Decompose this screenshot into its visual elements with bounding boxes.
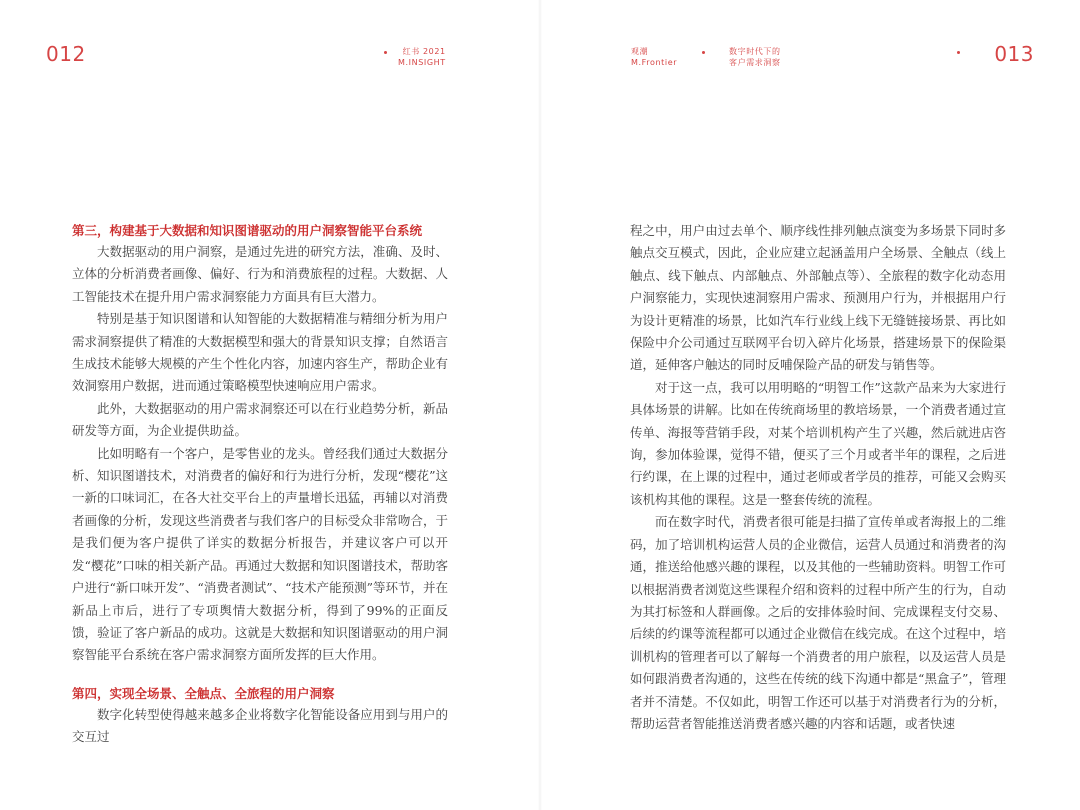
body-paragraph: 数字化转型使得越来越多企业将数字化智能设备应用到与用户的交互过 <box>72 706 448 745</box>
header-line-1: 观潮 <box>631 47 649 56</box>
header-line-1: 红书 2021 <box>402 47 446 56</box>
body-paragraph: 对于这一点，我可以用明略的“明智工作”这款产品来为大家进行具体场景的讲解。比如在传统商场里的教培场景，一个消费者通过宣传单、海报等营销手段，对某个培训机构产生了兴趣，然后就进店咨询，参加体验课，觉得不错，便买了三个月或者半年的课程，之后进行约课，在上课的过程中，通过老师或者学员的推荐，可能又会购买该机构其他的课程。这是一整套传统的流程。 <box>630 379 1006 507</box>
page-number: 012 <box>46 42 86 66</box>
right-text-column <box>630 220 1006 735</box>
body-paragraph-continued: 程之中，用户由过去单个、顺序线性排列触点演变为多场景下同时多触点交互模式，因此，企业应建立起涵盖用户全场景、全触点（线上触点、线下触点、内部触点、外部触点等）、全旅程的数字化动态用户洞察能力，实现快速洞察用户需求、预测用户行为，并根据用户行为设计更精准的场景，比如汽车行业线上线下无缝链接场景、再比如保险中介公司通过互联网平台切入碎片化场景，搭建场景下的保险渠道，延伸客户触达的同时反哺保险产品的研发与销售等。 <box>630 223 1006 373</box>
header-line-2: M.Frontier <box>631 58 678 67</box>
running-header <box>398 46 446 68</box>
header-line-1: 数字时代下的 <box>729 47 781 56</box>
header-dot <box>702 51 705 54</box>
body-paragraph: 大数据驱动的用户洞察，是通过先进的研究方法，准确、及时、立体的分析消费者画像、偏好、行为和消费旅程的过程。大数据、人工智能技术在提升用户需求洞察能力方面具有巨大潜力。 <box>72 244 448 304</box>
section-heading: 第四，实现全场景、全触点、全旅程的用户洞察 <box>72 685 335 701</box>
body-paragraph: 此外，大数据驱动的用户需求洞察还可以在行业趋势分析，新品研发等方面，为企业提供助益。 <box>72 400 448 439</box>
header-line-2: 客户需求洞察 <box>729 58 781 67</box>
section-heading: 第三，构建基于大数据和知识图谱驱动的用户洞察智能平台系统 <box>72 223 423 238</box>
page-number: 013 <box>994 42 1034 66</box>
body-paragraph: 特别是基于知识图谱和认知智能的大数据精准与精细分析为用户需求洞察提供了精准的大数据模型和强大的背景知识支撑；自然语言生成技术能够大规模的产生个性化内容，加速内容生产，帮助企业有效洞察用户数据，进而通过策略模型快速响应用户需求。 <box>72 311 448 394</box>
body-paragraph: 而在数字时代，消费者很可能是扫描了宣传单或者海报上的二维码，加了培训机构运营人员的企业微信，运营人员通过和消费者的沟通，推送给他感兴趣的课程，以及其他的一些辅助资料。明智工作可以根据消费者浏览这些课程介绍和资料的过程中所产生的行为，自动为其打标签和人群画像。之后的安排体验时间、完成课程支付交易、后续的约课等流程都可以通过企业微信在线完成。在这个过程中，培训机构的管理者可以了解每一个消费者的用户旅程，以及运营人员是如何跟消费者沟通的，这些在传统的线下沟通中都是“黑盒子”，管理者并不清楚。不仅如此，明智工作还可以基于对消费者行为的分析，帮助运营者智能推送消费者感兴趣的内容和话题，或者快速 <box>630 514 1006 731</box>
running-header-section <box>631 46 677 68</box>
running-header-chapter <box>729 46 781 68</box>
header-dot <box>957 51 960 54</box>
left-text-column <box>72 220 448 749</box>
header-line-2: M.INSIGHT <box>398 58 446 67</box>
body-paragraph: 比如明略有一个客户，是零售业的龙头。曾经我们通过大数据分析、知识图谱技术，对消费者的偏好和行为进行分析，发现“樱花”这一新的口味词汇，在各大社交平台上的声量增长迅猛，再辅以对消费者画像的分析，发现这些消费者与我们客户的目标受众非常吻合，于是我们便为客户提供了详实的数据分析报告，并建议客户可以开发“樱花”口味的相关新产品。再通过大数据和知识图谱技术，帮助客户进行“新口味开发”、“消费者测试”、“技术产能预测”等环节，并在新品上市后，进行了专项舆情大数据分析，得到了99%的正面反馈，验证了客户新品的成功。这就是大数据和知识图谱驱动的用户洞察智能平台系统在客户需求洞察方面所发挥的巨大作用。 <box>72 445 448 663</box>
right-page <box>540 0 1080 810</box>
header-dot <box>384 51 387 54</box>
